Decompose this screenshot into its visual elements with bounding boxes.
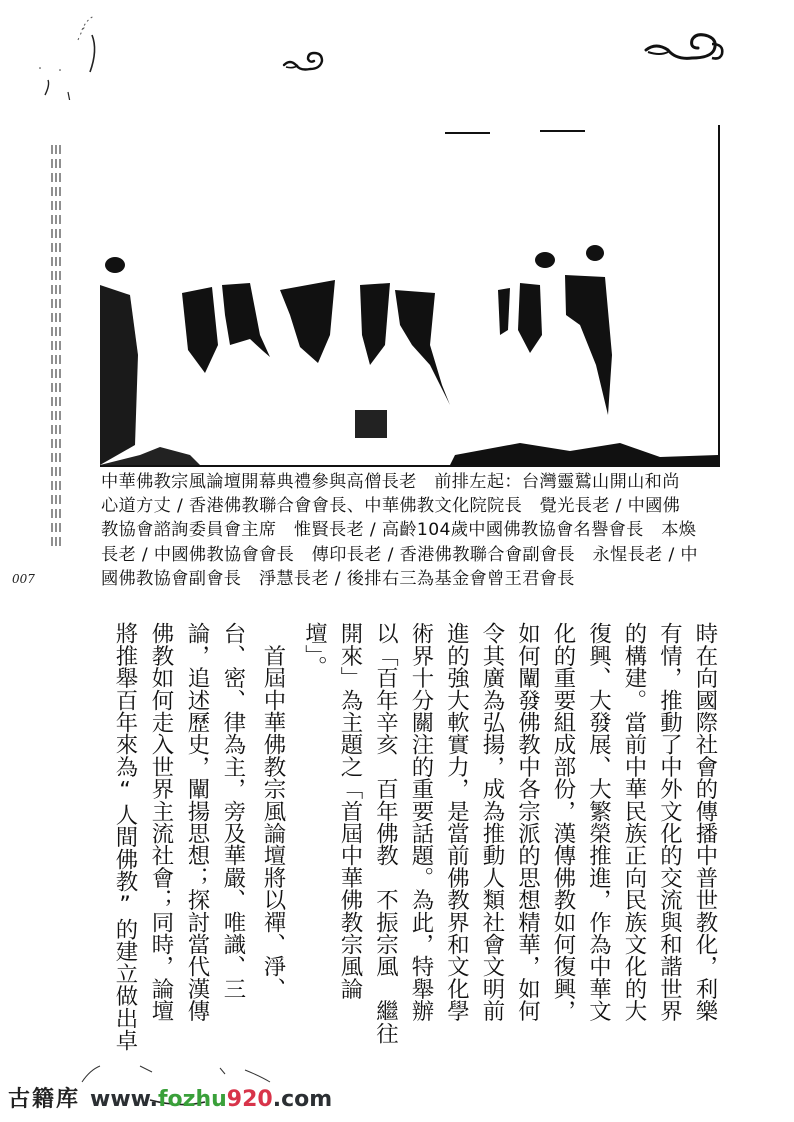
page-number: 007 (12, 572, 35, 586)
photo-caption (101, 470, 721, 591)
text-column: 論，追述歷史，闡揚思想；探討當代漢傳 (184, 622, 210, 1022)
text-column: 化的重要組成部份，漢傳佛教如何復興， (550, 622, 576, 1022)
text-column: 以「百年辛亥 百年佛教 不振宗風 繼往 (372, 622, 399, 1044)
text-column: 壇」。 (301, 622, 328, 678)
text-column: 令其廣為弘揚，成為推動人類社會文明前 (479, 622, 505, 1022)
text-column: 復興、大發展、大繁榮推進，作為中華文 (585, 622, 612, 1022)
caption-line: 教協會諮詢委員會主席 惟賢長老 / 高齡104歲中國佛教協會名譽會長 本煥 (101, 520, 697, 541)
group-photo (100, 125, 720, 467)
text-column: 進的強大軟實力，是當前佛教界和文化學 (443, 622, 470, 1022)
site-watermark (8, 1082, 332, 1113)
text-column: 將推舉百年來為“人間佛教”的建立做出卓 (112, 622, 138, 1051)
text-column: 佛教如何走入世界主流社會；同時，論壇 (148, 622, 174, 1022)
brush-stroke-decoration (20, 10, 130, 100)
text-column: 台、密、律為主，旁及華嚴、唯識、三 (220, 622, 246, 1000)
text-column: 開來」為主題之「首屆中華佛教宗風論 (337, 622, 363, 1000)
watermark-url-prefix: www. (90, 1087, 158, 1112)
body-text (104, 622, 724, 1052)
caption-line: 國佛教協會副會長 淨慧長老 / 後排右三為基金會曾王君會長 (101, 568, 575, 589)
caption-line: 中華佛教宗風論壇開幕典禮參與高僧長老 前排左起：台灣靈鷲山開山和尚 (101, 472, 680, 492)
side-running-text (42, 140, 72, 560)
watermark-url-red: 920 (226, 1087, 273, 1112)
cloud-icon (280, 45, 330, 75)
cloud-icon (640, 30, 730, 70)
watermark-url-green: fozhu (157, 1087, 227, 1112)
text-column: 如何闡發佛教中各宗派的思想精華，如何 (514, 622, 541, 1022)
text-column: 首屆中華佛教宗風論壇將以禪、淨、 (260, 622, 286, 1000)
text-column: 時在向國際社會的傳播中普世教化，利樂 (692, 622, 718, 1022)
caption-line: 心道方丈 / 香港佛教聯合會會長、中華佛教文化院院長 覺光長老 / 中國佛 (101, 496, 681, 517)
text-column: 術界十分關注的重要話題。為此，特舉辦 (408, 622, 434, 1022)
caption-line: 長老 / 中國佛教協會會長 傳印長老 / 香港佛教聯合會副會長 永惺長老 / 中 (101, 544, 698, 565)
text-column: 有情，推動了中外文化的交流與和諧世界 (656, 622, 683, 1022)
watermark-site-name: 古籍库 (8, 1087, 81, 1112)
text-column: 的構建。當前中華民族正向民族文化的大 (621, 622, 647, 1022)
watermark-url-suffix: .com (272, 1087, 333, 1112)
